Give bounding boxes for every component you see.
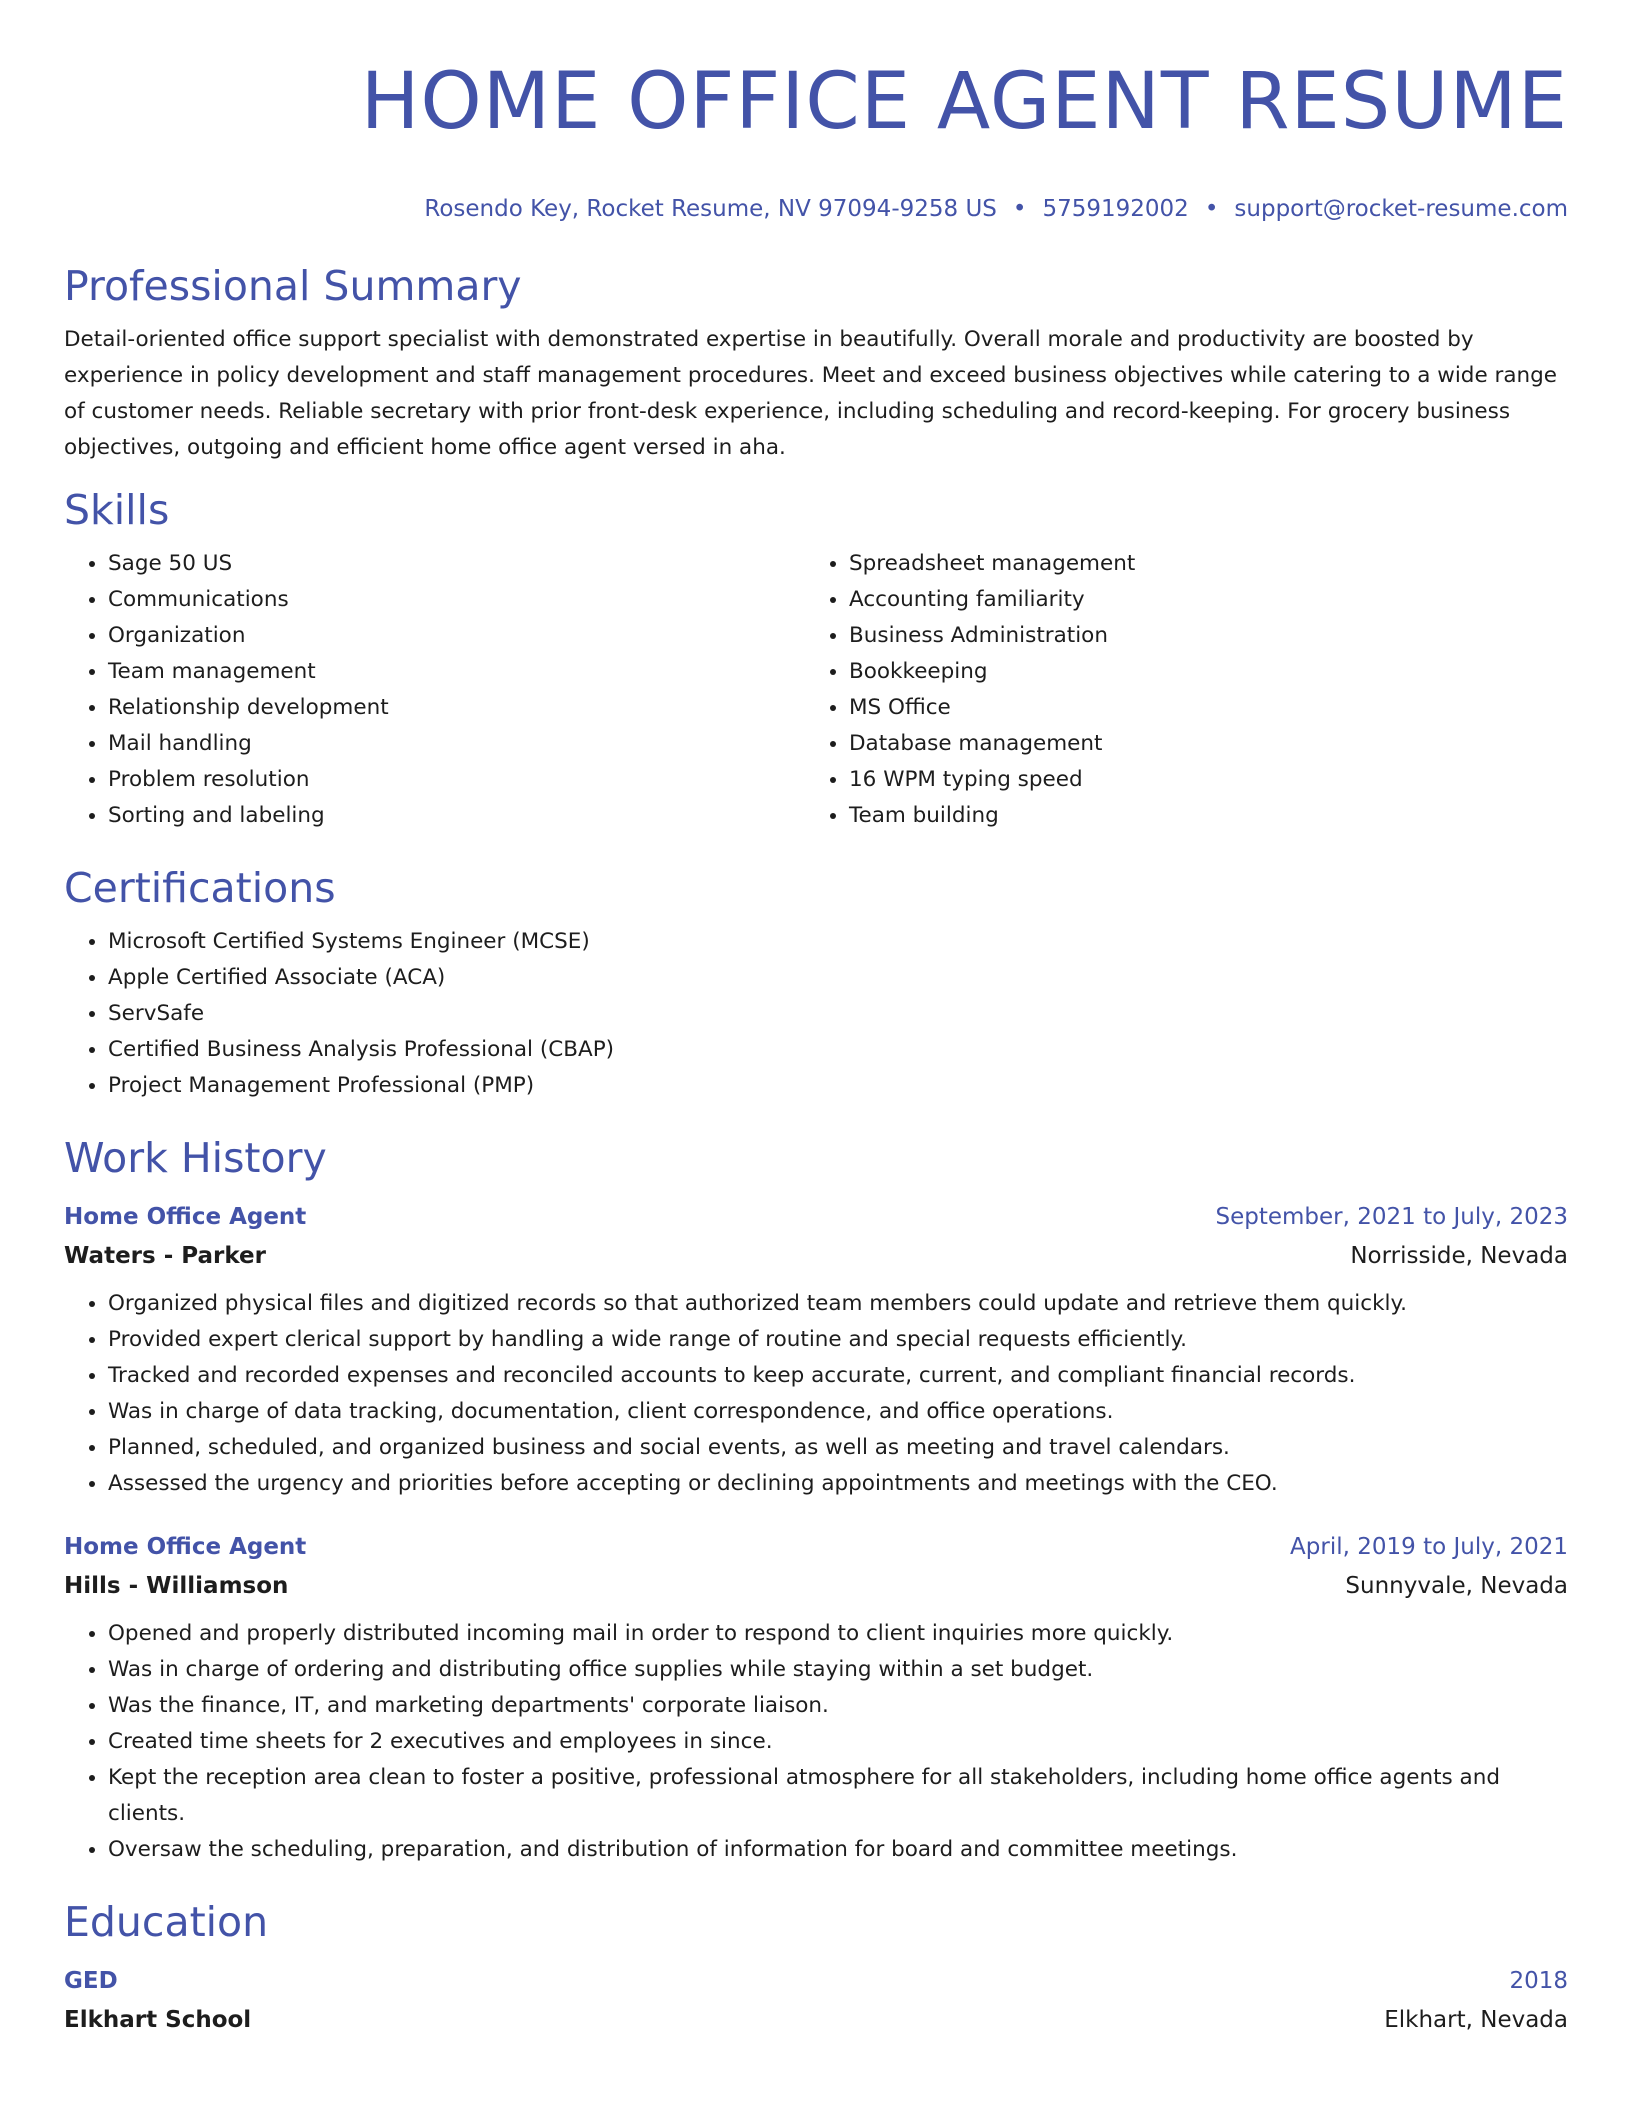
skill-item: • Team building [849,798,1546,834]
skills-section [64,484,1568,834]
skills-columns [64,546,1568,834]
job-bullet: • Created time sheets for 2 executives and employees in since. [108,1724,1568,1760]
skill-item: • Sage 50 US [108,546,805,582]
skill-item: • Mail handling [108,726,805,762]
skill-item: • Spreadsheet management [849,546,1546,582]
resume-title: HOME OFFICE AGENT RESUME [360,57,1568,147]
skill-item: • Team management [108,654,805,690]
job-employer: Waters - Parker [64,1243,266,1269]
skills-list-right [805,546,1546,834]
skill-item: • Sorting and labeling [108,798,805,834]
job-employer-row [64,1566,1568,1606]
work-history-section [64,1132,1568,1868]
summary-text: Detail-oriented office support specialist with demonstrated expertise in beautifully. Overall morale and productivity are boosted by experience in policy development and staff management procedures. Meet and exceed business objectives while catering to a wide range of customer needs. Reliable secretary with prior front-desk experience, including scheduling and record-keeping. For grocery business objectives, outgoing and efficient home office agent versed in aha. [64,327,1558,460]
skill-item: • MS Office [849,690,1546,726]
job-location: Sunnyvale, Nevada [1345,1573,1568,1599]
education-heading: Education [64,1898,269,1946]
job-employer: Hills - Williamson [64,1573,289,1599]
certification-item: • Certified Business Analysis Professional (CBAP) [108,1032,1568,1068]
job-bullet: • Planned, scheduled, and organized business and social events, as well as meeting and travel calendars. [108,1430,1568,1466]
job-entry [64,1528,1568,1868]
contact-email: support@rocket-resume.com [1234,196,1568,222]
education-entry [64,1962,1568,2040]
skill-item: • Database management [849,726,1546,762]
education-section [64,1896,1568,2040]
skills-list-left [64,546,805,834]
certification-item: • Project Management Professional (PMP) [108,1068,1568,1104]
job-bullet: • Provided expert clerical support by handling a wide range of routine and special requests efficiently. [108,1322,1568,1358]
skill-item: • Communications [108,582,805,618]
education-degree: GED [64,1968,118,1994]
job-bullet: • Opened and properly distributed incoming mail in order to respond to client inquiries more quickly. [108,1616,1568,1652]
job-bullet: • Oversaw the scheduling, preparation, and distribution of information for board and committee meetings. [108,1832,1568,1868]
education-school-row [64,2000,1568,2040]
education-year: 2018 [1509,1968,1568,1994]
job-employer-row [64,1236,1568,1276]
skill-item: • Business Administration [849,618,1546,654]
job-bullet: • Kept the reception area clean to foster a positive, professional atmosphere for all stakeholders, including home office agents and clients. [108,1760,1568,1832]
job-location: Norrisside, Nevada [1350,1243,1568,1269]
job-bullet: • Tracked and recorded expenses and reconciled accounts to keep accurate, current, and compliant financial records. [108,1358,1568,1394]
job-entry [64,1198,1568,1502]
job-dates: September, 2021 to July, 2023 [1215,1204,1568,1230]
education-location: Elkhart, Nevada [1384,2007,1568,2033]
certifications-section [64,862,1568,1104]
skill-item: • Relationship development [108,690,805,726]
job-title: Home Office Agent [64,1204,307,1230]
contact-separator: • [1204,196,1219,222]
job-bullet: • Assessed the urgency and priorities before accepting or declining appointments and meetings with the CEO. [108,1466,1568,1502]
certification-item: • Microsoft Certified Systems Engineer (MCSE) [108,924,1568,960]
certifications-list [64,924,1568,1104]
certification-item: • Apple Certified Associate (ACA) [108,960,1568,996]
skill-item: • Problem resolution [108,762,805,798]
job-bullet: • Was in charge of data tracking, documentation, client correspondence, and office operations. [108,1394,1568,1430]
job-bullet: • Was the finance, IT, and marketing departments' corporate liaison. [108,1688,1568,1724]
education-school: Elkhart School [64,2007,252,2033]
skill-item: • Organization [108,618,805,654]
job-dates: April, 2019 to July, 2021 [1290,1534,1568,1560]
job-bullets [64,1286,1568,1502]
job-bullet: • Organized physical files and digitized records so that authorized team members could update and retrieve them quickly. [108,1286,1568,1322]
skill-item: • Bookkeeping [849,654,1546,690]
contact-separator: • [1012,196,1027,222]
certifications-heading: Certifications [64,864,336,912]
job-bullet: • Was in charge of ordering and distributing office supplies while staying within a set budget. [108,1652,1568,1688]
education-degree-row [64,1962,1568,2000]
job-title: Home Office Agent [64,1534,307,1560]
job-title-row [64,1528,1568,1566]
contact-address: Rosendo Key, Rocket Resume, NV 97094-9258 US [424,196,997,222]
contact-phone: 5759192002 [1042,196,1189,222]
skill-item: • 16 WPM typing speed [849,762,1546,798]
job-title-row [64,1198,1568,1236]
summary-section [64,260,1568,466]
summary-heading: Professional Summary [64,262,522,310]
certification-item: • ServSafe [108,996,1568,1032]
job-bullets [64,1616,1568,1868]
contact-line [64,192,1568,226]
skill-item: • Accounting familiarity [849,582,1546,618]
skills-heading: Skills [64,486,170,534]
work-history-heading: Work History [64,1134,327,1182]
